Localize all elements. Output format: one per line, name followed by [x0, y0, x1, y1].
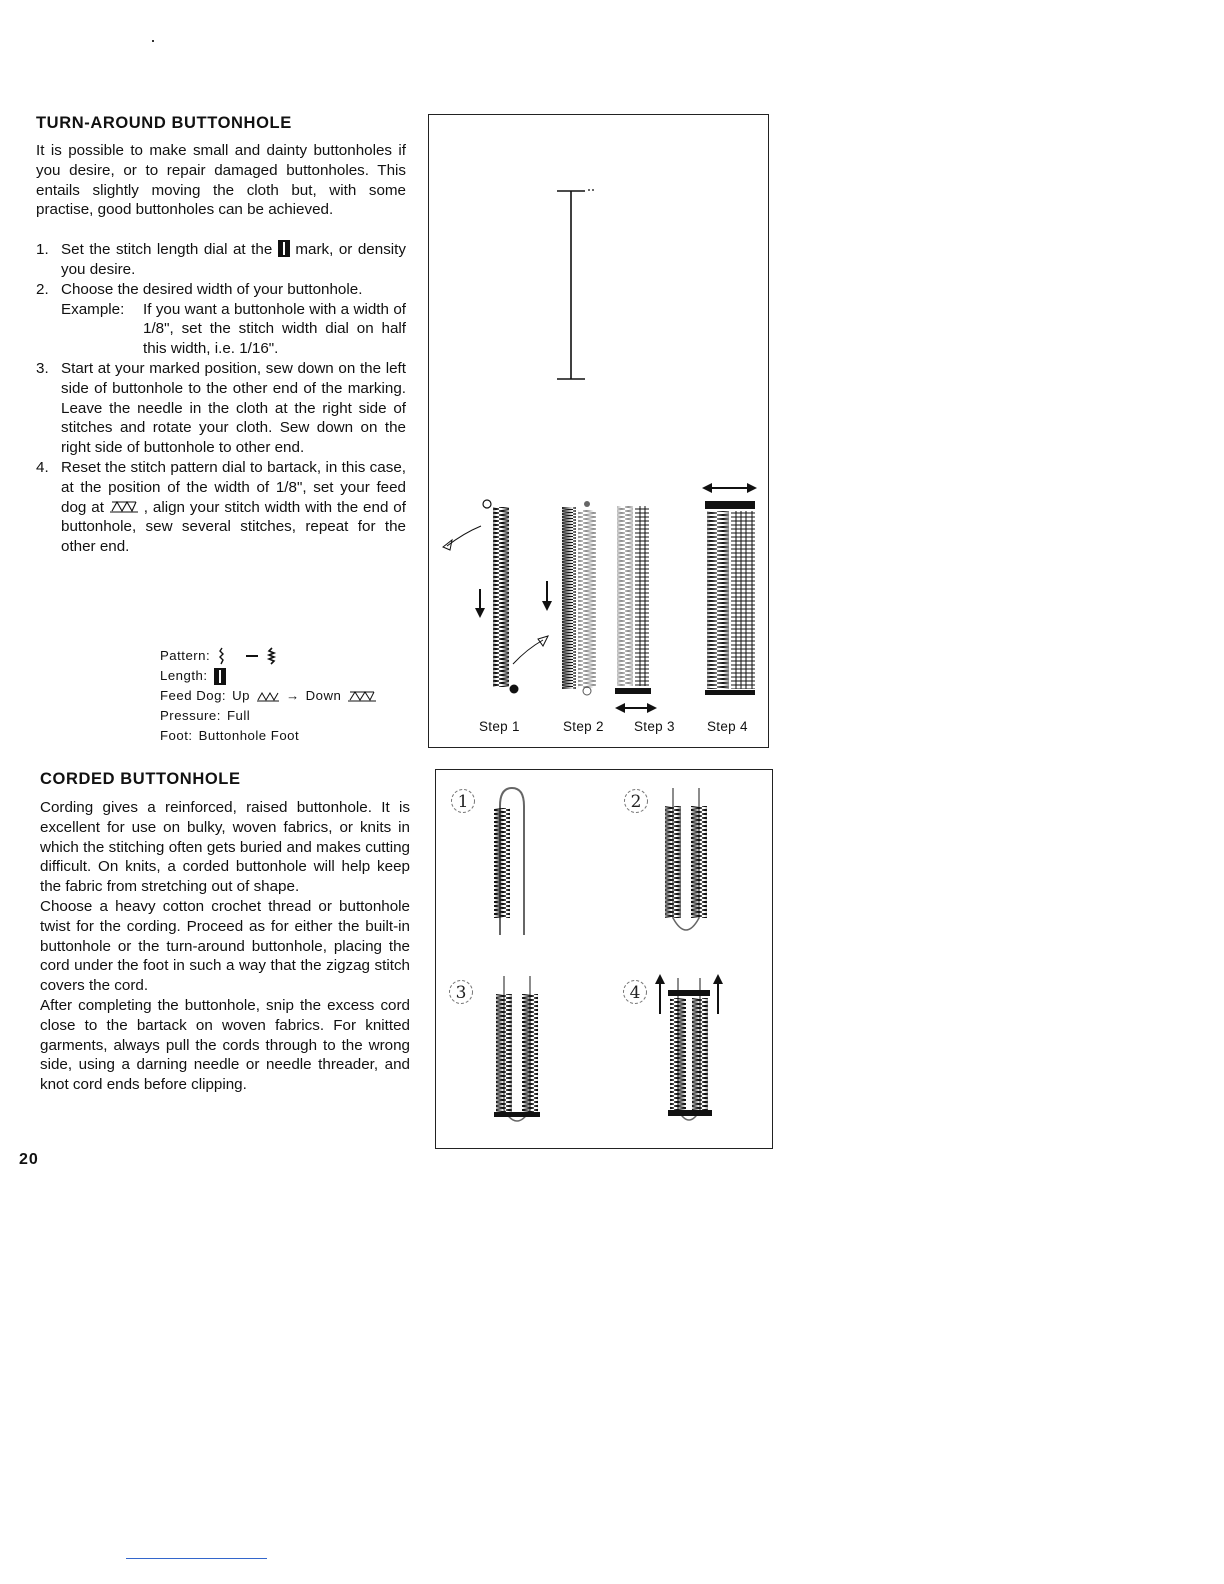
corded-step-1	[494, 788, 524, 935]
step-2-label: Step 2	[563, 719, 604, 734]
length-row: Length:	[160, 666, 377, 686]
turn-around-steps	[36, 240, 406, 557]
corded-figure	[435, 769, 773, 1149]
figure-number-4: 4	[629, 983, 641, 1003]
corded-paragraph-2: Choose a heavy cotton crochet thread or buttonhole twist for the cording. Proceed as for either the built-in buttonhole or the turn-around buttonhole, placing the cord under the foot in such a way that the zigzag stitch covers the cord.	[40, 897, 410, 995]
step-1: 1. Set the stitch length dial at the mark, or density you desire.	[36, 241, 406, 278]
step3-stitch	[615, 506, 657, 713]
corded-step-3	[494, 976, 540, 1121]
feed-dog-down-icon	[347, 690, 377, 702]
page-number: 20	[19, 1151, 39, 1168]
step-2: 2. Choose the desired width of your buttonhole. Example: If you want a buttonhole with a width of 1/8", set the stitch width dial on half this width, i.e. 1/16".	[36, 280, 406, 358]
arrow-right-icon: →	[285, 688, 300, 703]
figure-number-2: 2	[630, 792, 642, 812]
number-1-badge	[450, 788, 476, 814]
step-4-label: Step 4	[707, 719, 748, 734]
pattern-zigzag-icon	[216, 647, 276, 665]
corded-heading: CORDED BUTTONHOLE	[40, 770, 241, 788]
step1-stitch	[443, 500, 548, 694]
corded-step-4	[655, 974, 723, 1120]
feed-dog-row: Feed Dog: Up → Down	[160, 686, 377, 706]
step-3-label: Step 3	[634, 719, 675, 734]
number-3-badge	[448, 979, 474, 1005]
turn-around-diagram	[429, 115, 767, 746]
turn-around-section	[36, 114, 406, 557]
feed-dog-up-icon	[256, 690, 280, 702]
turn-around-figure	[428, 114, 769, 748]
stitch-settings	[160, 646, 377, 746]
footer-rule	[126, 1558, 267, 1559]
step2-stitch	[542, 501, 596, 695]
step-3: 3. Start at your marked position, sew down on the left side of buttonhole to the other end of the marking. Leave the needle in the cloth at the right side of stitches and rotate your cloth. Sew down on the right side of buttonhole to other end.	[36, 359, 406, 457]
turn-around-heading: TURN-AROUND BUTTONHOLE	[36, 114, 292, 132]
corded-section	[40, 770, 410, 1095]
length-mark-icon	[278, 240, 290, 257]
corded-diagram	[436, 770, 771, 1147]
corded-paragraph-1: Cording gives a reinforced, raised buttonhole. It is excellent for use on bulky, woven fabrics, or knits in which the stitching often gets buried and makes cutting difficult. On knits, a corded buttonhole will help keep the fabric from stretching out of shape.	[40, 799, 410, 896]
figure-number-1: 1	[457, 792, 469, 812]
corded-step-2	[665, 788, 707, 930]
corded-paragraph-3: After completing the buttonhole, snip the excess cord close to the bartack on woven fabrics. For knitted garments, always pull the cords through to the wrong side, using a darning needle or needle threader, and knot cord ends before clipping.	[40, 996, 410, 1094]
turn-around-intro: It is possible to make small and dainty buttonholes if you desire, or to repair damaged buttonholes. This entails slightly moving the cloth but, with some practise, good buttonholes can be achieved.	[36, 142, 406, 219]
stray-mark	[152, 40, 154, 42]
step-1-label: Step 1	[479, 719, 520, 734]
number-2-badge	[623, 788, 649, 814]
example: Example: If you want a buttonhole with a width of 1/8", set the stitch width dial on half this width, i.e. 1/16".	[61, 300, 406, 358]
feed-dog-down-icon	[109, 500, 139, 513]
pressure-row: Pressure: Full	[160, 708, 251, 723]
pattern-row: Pattern:	[160, 646, 377, 666]
step4-stitch	[702, 483, 757, 695]
figure-number-3: 3	[455, 983, 467, 1003]
foot-row: Foot: Buttonhole Foot	[160, 728, 300, 743]
number-4-badge	[622, 979, 648, 1005]
buttonhole-marking	[557, 190, 595, 379]
step-4: 4. Reset the stitch pattern dial to bartack, in this case, at the position of the width of 1/8", set your feed dog at , align your stitch width with the end of buttonhole, sew several stitches, repeat for the other end.	[36, 458, 406, 556]
length-mark-icon	[214, 668, 226, 685]
